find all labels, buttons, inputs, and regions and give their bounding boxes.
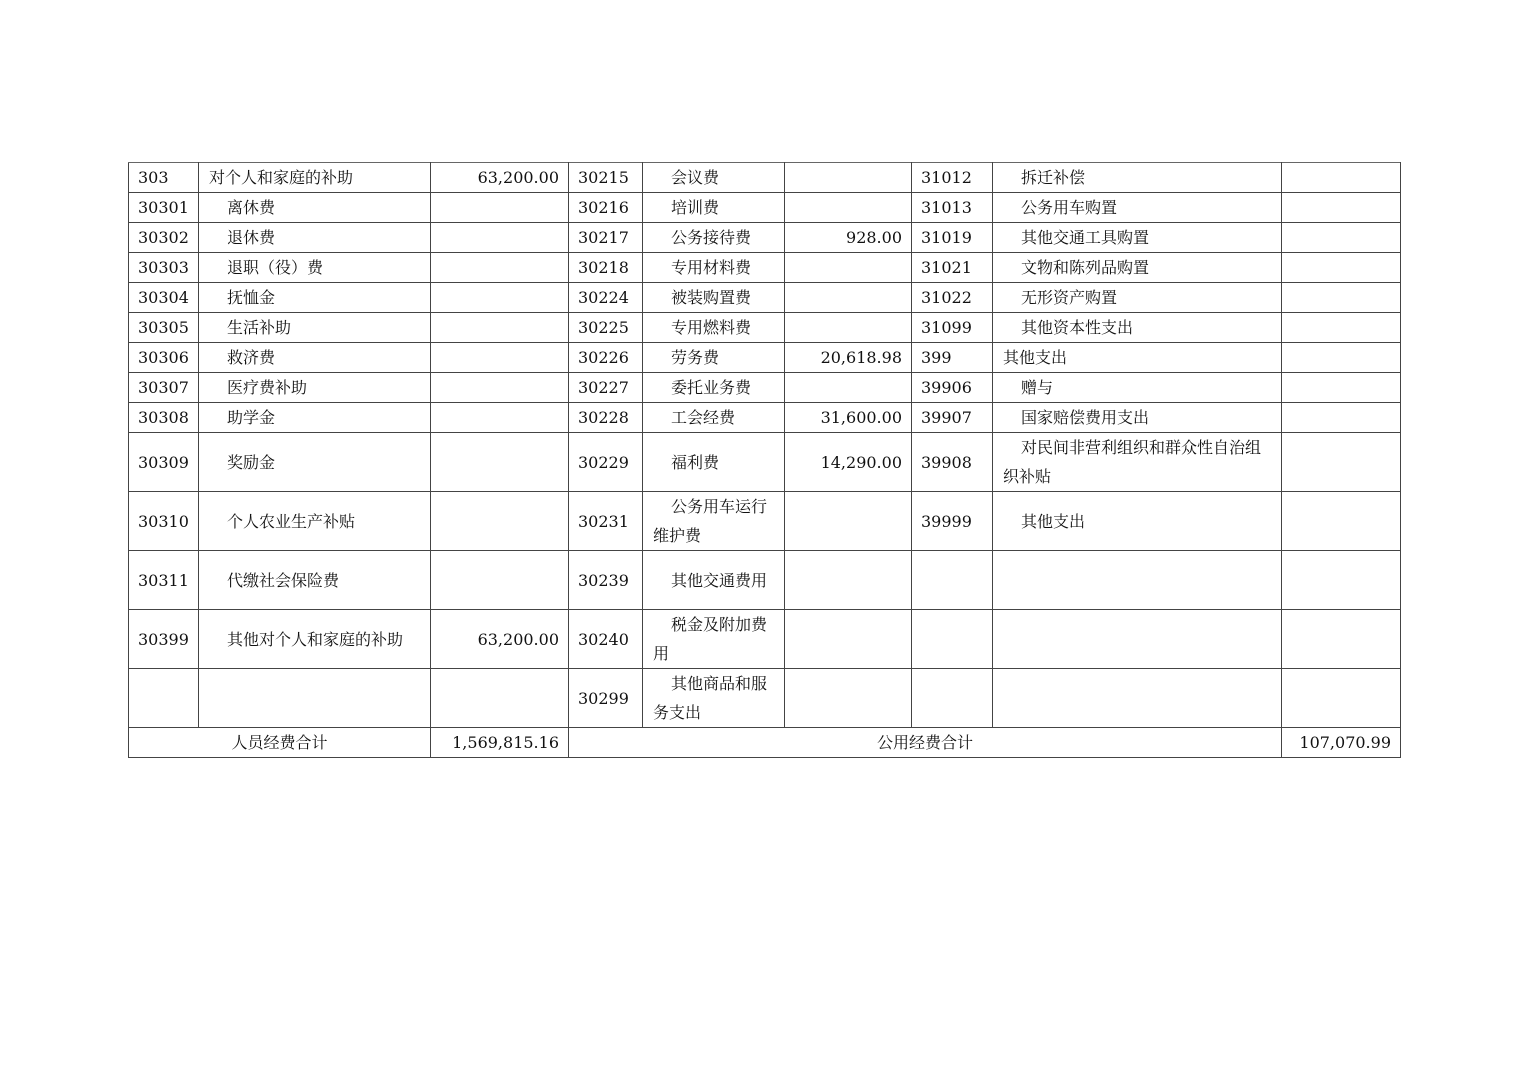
amount-cell (431, 373, 569, 403)
amount-cell: 31,600.00 (785, 403, 912, 433)
personnel-total-value: 1,569,815.16 (431, 728, 569, 758)
name-cell: 对个人和家庭的补助 (199, 163, 431, 193)
name-cell (993, 433, 1282, 492)
name-cell (643, 610, 785, 669)
code-cell: 31013 (912, 193, 993, 223)
amount-cell (1282, 669, 1401, 728)
name-cell (993, 669, 1282, 728)
code-cell: 39907 (912, 403, 993, 433)
amount-cell: 20,618.98 (785, 343, 912, 373)
code-cell: 30216 (569, 193, 643, 223)
code-cell: 30229 (569, 433, 643, 492)
name-cell-text: 公务用车运行维护费 (653, 497, 768, 545)
name-cell: 拆迁补偿 (993, 163, 1282, 193)
code-cell: 30311 (129, 551, 199, 610)
code-cell: 39906 (912, 373, 993, 403)
name-cell: 其他支出 (993, 492, 1282, 551)
name-cell: 个人农业生产补贴 (199, 492, 431, 551)
name-cell (643, 492, 785, 551)
name-cell: 公务接待费 (643, 223, 785, 253)
amount-cell (431, 669, 569, 728)
amount-cell (785, 492, 912, 551)
amount-cell (431, 193, 569, 223)
table-row (129, 669, 1401, 728)
name-cell (993, 551, 1282, 610)
name-cell: 抚恤金 (199, 283, 431, 313)
name-cell-text: 税金及附加费用 (653, 615, 768, 663)
name-cell: 救济费 (199, 343, 431, 373)
code-cell: 30217 (569, 223, 643, 253)
name-cell: 被装购置费 (643, 283, 785, 313)
table-row (129, 610, 1401, 669)
name-cell: 培训费 (643, 193, 785, 223)
amount-cell: 928.00 (785, 223, 912, 253)
name-cell-text: 对民间非营利组织和群众性自治组织补贴 (1003, 438, 1262, 486)
name-cell: 无形资产购置 (993, 283, 1282, 313)
code-cell: 39908 (912, 433, 993, 492)
amount-cell (785, 283, 912, 313)
name-cell: 国家赔偿费用支出 (993, 403, 1282, 433)
public-total-label: 公用经费合计 (569, 728, 1282, 758)
name-cell-text: 其他交通费用 (671, 570, 768, 590)
name-cell (199, 610, 431, 669)
name-cell: 赠与 (993, 373, 1282, 403)
amount-cell (785, 313, 912, 343)
amount-cell (1282, 492, 1401, 551)
code-cell: 30308 (129, 403, 199, 433)
name-cell: 生活补助 (199, 313, 431, 343)
code-cell: 30225 (569, 313, 643, 343)
code-cell: 303 (129, 163, 199, 193)
table-row (129, 373, 1401, 403)
expense-table-page (128, 162, 1400, 758)
name-cell: 退休费 (199, 223, 431, 253)
table-row (129, 433, 1401, 492)
code-cell (912, 551, 993, 610)
name-cell (993, 610, 1282, 669)
name-cell-text: 其他对个人和家庭的补助 (227, 629, 404, 649)
code-cell: 30301 (129, 193, 199, 223)
code-cell: 30303 (129, 253, 199, 283)
table-row (129, 492, 1401, 551)
code-cell: 30228 (569, 403, 643, 433)
name-cell (643, 669, 785, 728)
code-cell: 30218 (569, 253, 643, 283)
expense-table (128, 162, 1401, 758)
amount-cell (1282, 373, 1401, 403)
code-cell: 30227 (569, 373, 643, 403)
code-cell: 399 (912, 343, 993, 373)
code-cell (129, 669, 199, 728)
personnel-total-label: 人员经费合计 (129, 728, 431, 758)
name-cell: 其他交通工具购置 (993, 223, 1282, 253)
amount-cell (431, 343, 569, 373)
name-cell (643, 551, 785, 610)
name-cell: 其他支出 (993, 343, 1282, 373)
table-row (129, 551, 1401, 610)
amount-cell (431, 223, 569, 253)
code-cell (912, 610, 993, 669)
name-cell: 劳务费 (643, 343, 785, 373)
public-total-value: 107,070.99 (1282, 728, 1401, 758)
table-row (129, 193, 1401, 223)
amount-cell: 63,200.00 (431, 163, 569, 193)
amount-cell (785, 193, 912, 223)
code-cell: 30226 (569, 343, 643, 373)
totals-row (129, 728, 1401, 758)
name-cell (199, 669, 431, 728)
amount-cell (1282, 313, 1401, 343)
code-cell: 30224 (569, 283, 643, 313)
name-cell: 会议费 (643, 163, 785, 193)
amount-cell (785, 610, 912, 669)
amount-cell (431, 551, 569, 610)
table-row (129, 403, 1401, 433)
amount-cell (785, 373, 912, 403)
code-cell: 30240 (569, 610, 643, 669)
amount-cell (431, 253, 569, 283)
name-cell: 专用燃料费 (643, 313, 785, 343)
code-cell: 30306 (129, 343, 199, 373)
name-cell: 文物和陈列品购置 (993, 253, 1282, 283)
name-cell: 退职（役）费 (199, 253, 431, 283)
code-cell: 30399 (129, 610, 199, 669)
code-cell: 30305 (129, 313, 199, 343)
code-cell: 30302 (129, 223, 199, 253)
code-cell: 31021 (912, 253, 993, 283)
code-cell: 30215 (569, 163, 643, 193)
amount-cell (1282, 343, 1401, 373)
name-cell: 工会经费 (643, 403, 785, 433)
amount-cell (431, 433, 569, 492)
table-row (129, 223, 1401, 253)
code-cell: 30231 (569, 492, 643, 551)
code-cell: 30310 (129, 492, 199, 551)
code-cell: 31022 (912, 283, 993, 313)
table-row (129, 253, 1401, 283)
code-cell: 30304 (129, 283, 199, 313)
amount-cell (785, 669, 912, 728)
name-cell: 助学金 (199, 403, 431, 433)
amount-cell: 14,290.00 (785, 433, 912, 492)
name-cell: 离休费 (199, 193, 431, 223)
code-cell: 30309 (129, 433, 199, 492)
amount-cell (431, 283, 569, 313)
table-row (129, 343, 1401, 373)
table-row (129, 163, 1401, 193)
amount-cell (785, 551, 912, 610)
amount-cell (1282, 223, 1401, 253)
code-cell: 30307 (129, 373, 199, 403)
amount-cell (785, 253, 912, 283)
code-cell: 30239 (569, 551, 643, 610)
name-cell: 奖励金 (199, 433, 431, 492)
code-cell: 30299 (569, 669, 643, 728)
name-cell: 福利费 (643, 433, 785, 492)
amount-cell (1282, 193, 1401, 223)
code-cell: 39999 (912, 492, 993, 551)
code-cell (912, 669, 993, 728)
name-cell: 医疗费补助 (199, 373, 431, 403)
name-cell: 代缴社会保险费 (199, 551, 431, 610)
amount-cell (1282, 551, 1401, 610)
name-cell: 委托业务费 (643, 373, 785, 403)
amount-cell: 63,200.00 (431, 610, 569, 669)
amount-cell (1282, 433, 1401, 492)
amount-cell (1282, 163, 1401, 193)
code-cell: 31012 (912, 163, 993, 193)
amount-cell (1282, 253, 1401, 283)
table-row (129, 313, 1401, 343)
code-cell: 31099 (912, 313, 993, 343)
amount-cell (1282, 610, 1401, 669)
name-cell: 专用材料费 (643, 253, 785, 283)
amount-cell (1282, 403, 1401, 433)
name-cell: 公务用车购置 (993, 193, 1282, 223)
table-row (129, 283, 1401, 313)
amount-cell (431, 403, 569, 433)
code-cell: 31019 (912, 223, 993, 253)
name-cell: 其他资本性支出 (993, 313, 1282, 343)
name-cell-text: 其他商品和服务支出 (653, 674, 768, 722)
amount-cell (785, 163, 912, 193)
amount-cell (431, 313, 569, 343)
amount-cell (1282, 283, 1401, 313)
amount-cell (431, 492, 569, 551)
